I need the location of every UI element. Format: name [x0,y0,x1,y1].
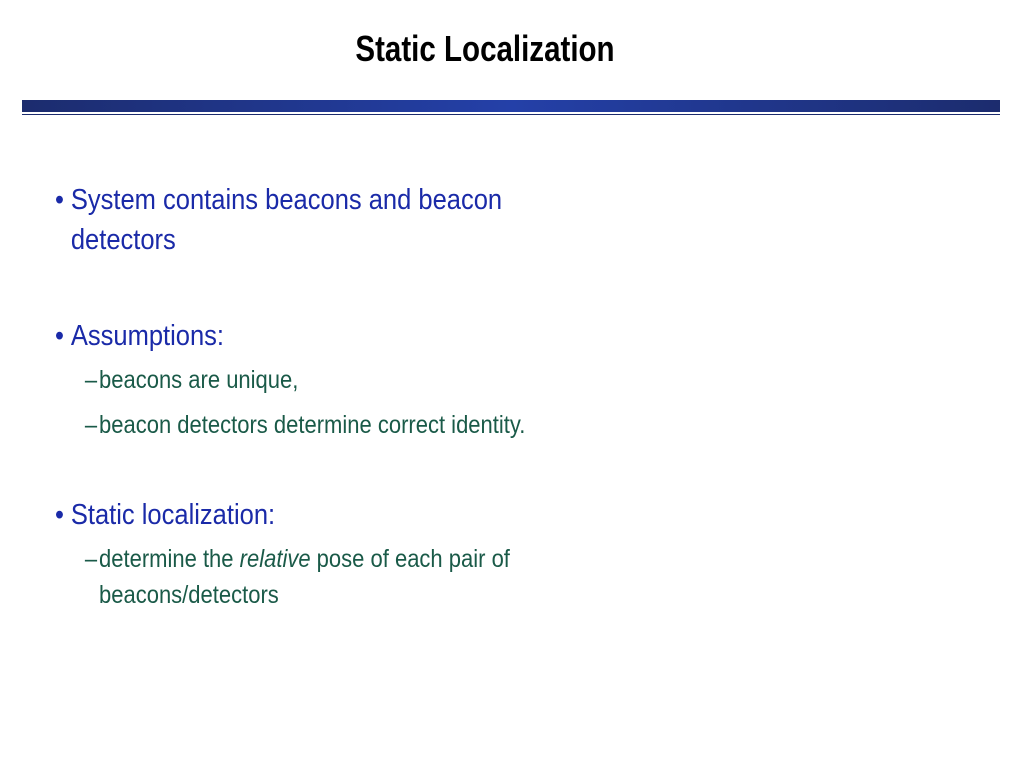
bullet-item [55,495,581,535]
sub-bullet-emphasis: relative [239,545,311,573]
sub-bullet-marker: – [84,366,98,394]
bullet-text: System contains beacons and beacon detectors [70,184,503,256]
bullet-marker: • [55,184,64,216]
sub-bullet-text-before: determine the [99,545,240,573]
sub-bullet-text-after: pose of each pair of beacons/detectors [99,545,510,609]
sub-bullet-list [55,362,655,443]
bullet-marker: • [55,499,64,531]
sub-bullet-text: beacons are unique, [99,366,299,394]
bullet-text: Static localization: [70,499,276,531]
bullet-marker: • [55,320,64,352]
slide-title: Static Localization [355,28,615,69]
sub-bullet-marker: – [84,545,98,573]
header-rule [22,114,1000,115]
sub-bullet-marker: – [84,411,98,439]
bullet-item [55,316,581,356]
bullet-item [55,180,581,260]
sub-bullet-item [55,541,592,613]
sub-bullet-item [55,407,592,443]
sub-bullet-text: beacon detectors determine correct identity. [99,411,526,439]
sub-bullet-item [55,362,592,398]
bullet-list [55,180,655,622]
sub-bullet-list [55,541,655,613]
header-bar [22,100,1000,112]
bullet-text: Assumptions: [70,320,225,352]
